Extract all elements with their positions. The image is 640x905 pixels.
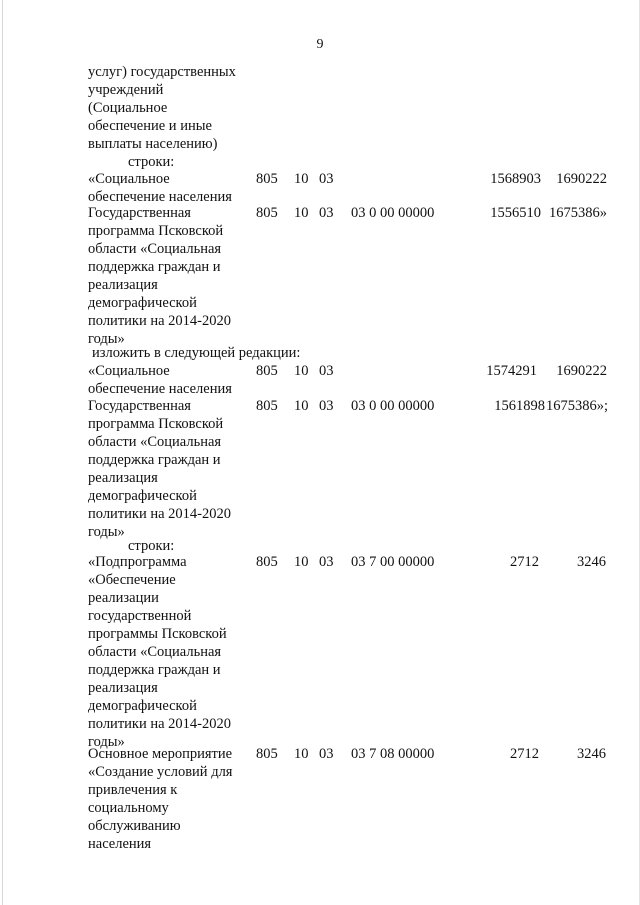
instruction-rows-2: строки: [128, 538, 175, 554]
row-description [88, 745, 253, 853]
lead-text [88, 63, 253, 153]
subsection-code: 03 [319, 746, 334, 762]
desc-line: населения [88, 836, 152, 852]
desc-line: обеспечение населения [88, 381, 232, 397]
desc-line: привлечения к [88, 782, 178, 798]
desc-line: политики на 2014-2020 [88, 313, 231, 329]
desc-line: программа Псковской [88, 416, 224, 432]
desc-line: реализация [88, 680, 158, 696]
desc-line: поддержка граждан и [88, 452, 221, 468]
desc-line: реализация [88, 470, 158, 486]
subsection-code: 03 [319, 363, 334, 379]
desc-line: годы» [88, 734, 125, 750]
target-article-code: 03 0 00 00000 [351, 205, 435, 221]
target-article-code: 03 7 00 00000 [351, 554, 435, 570]
desc-line: поддержка граждан и [88, 662, 221, 678]
row-description [88, 553, 253, 751]
desc-line: «Социальное [88, 171, 170, 187]
amount-year-2: 3246 [577, 746, 606, 762]
section-code: 10 [294, 398, 309, 414]
amount-year-1: 1561898 [494, 398, 545, 414]
lead-line: обеспечение и иные [88, 118, 212, 134]
desc-line: реализации [88, 590, 159, 606]
ved-code: 805 [256, 554, 278, 570]
desc-line: области «Социальная [88, 644, 222, 660]
desc-line: обслуживанию [88, 818, 181, 834]
desc-line: Основное мероприятие [88, 746, 233, 762]
desc-line: демографической [88, 295, 197, 311]
desc-line: демографической [88, 488, 197, 504]
desc-line: демографической [88, 698, 197, 714]
ved-code: 805 [256, 746, 278, 762]
desc-line: Государственная [88, 205, 191, 221]
amount-year-1: 1574291 [486, 363, 537, 379]
page-number: 9 [316, 37, 324, 52]
row-description [88, 204, 253, 348]
lead-line: учреждений [88, 82, 164, 98]
amount-year-1: 2712 [510, 554, 539, 570]
desc-line: «Подпрограмма [88, 554, 187, 570]
desc-line: годы» [88, 524, 125, 540]
section-code: 10 [294, 363, 309, 379]
amount-year-1: 2712 [510, 746, 539, 762]
subsection-code: 03 [319, 554, 334, 570]
instruction-rows-1: строки: [128, 154, 175, 170]
desc-line: государственной [88, 608, 192, 624]
section-code: 10 [294, 746, 309, 762]
desc-line: Государственная [88, 398, 191, 414]
section-code: 10 [294, 171, 309, 187]
desc-line: «Создание условий для [88, 764, 233, 780]
section-code: 10 [294, 205, 309, 221]
desc-line: политики на 2014-2020 [88, 506, 231, 522]
instruction-new-edition: изложить в следующей редакции: [92, 345, 301, 361]
target-article-code: 03 7 08 00000 [351, 746, 435, 762]
desc-line: области «Социальная [88, 241, 222, 257]
desc-line: поддержка граждан и [88, 259, 221, 275]
desc-line: «Обеспечение [88, 572, 176, 588]
amount-year-1: 1556510 [490, 205, 541, 221]
subsection-code: 03 [319, 205, 334, 221]
section-code: 10 [294, 554, 309, 570]
desc-line: политики на 2014-2020 [88, 716, 231, 732]
lead-line: выплаты населению) [88, 136, 218, 152]
desc-line: области «Социальная [88, 434, 222, 450]
lead-line: (Социальное [88, 100, 168, 116]
amount-year-1: 1568903 [490, 171, 541, 187]
row-description [88, 362, 253, 398]
amount-year-2: 1690222 [556, 363, 607, 379]
subsection-code: 03 [319, 398, 334, 414]
desc-line: программа Псковской [88, 223, 224, 239]
row-description [88, 170, 253, 206]
desc-line: обеспечение населения [88, 189, 232, 205]
target-article-code: 03 0 00 00000 [351, 398, 435, 414]
amount-year-2: 1675386»; [545, 398, 608, 414]
desc-line: годы» [88, 331, 125, 347]
desc-line: социальному [88, 800, 169, 816]
amount-year-2: 3246 [577, 554, 606, 570]
row-description [88, 397, 253, 541]
subsection-code: 03 [319, 171, 334, 187]
desc-line: «Социальное [88, 363, 170, 379]
ved-code: 805 [256, 205, 278, 221]
ved-code: 805 [256, 363, 278, 379]
page-left-edge [2, 0, 3, 905]
amount-year-2: 1675386» [549, 205, 607, 221]
ved-code: 805 [256, 398, 278, 414]
ved-code: 805 [256, 171, 278, 187]
lead-line: услуг) государственных [88, 64, 236, 80]
desc-line: программы Псковской [88, 626, 227, 642]
desc-line: реализация [88, 277, 158, 293]
amount-year-2: 1690222 [556, 171, 607, 187]
